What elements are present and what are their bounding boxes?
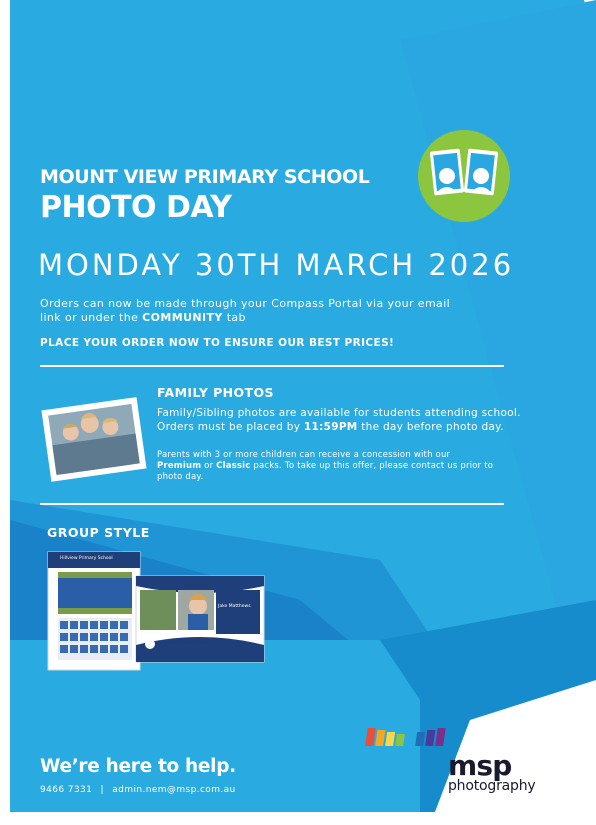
sample-student-name: Jake Matthews — [218, 604, 251, 609]
order-now-callout: PLACE YOUR ORDER NOW TO ENSURE OUR BEST PRICES! — [40, 337, 395, 349]
email-address[interactable]: admin.nem@msp.com.au — [112, 785, 236, 795]
msp-logo-text: msp — [448, 749, 512, 782]
concession-text — [157, 450, 497, 483]
section-divider-bottom — [40, 503, 504, 505]
family-photos-text — [157, 406, 527, 434]
orders-text-part2: tab — [222, 311, 246, 324]
contact-separator: | — [100, 785, 104, 795]
contact-line — [40, 785, 236, 795]
camera-kids-badge-icon — [418, 130, 510, 222]
family-photo — [41, 397, 146, 482]
family-text-part1: Family/Sibling photos are available for students attending school. Orders must be placed by — [157, 407, 521, 433]
premium-pack: Premium — [157, 461, 202, 471]
classic-pack: Classic — [216, 461, 251, 471]
group-sample-left — [48, 552, 140, 670]
school-name: MOUNT VIEW PRIMARY SCHOOL — [40, 166, 370, 188]
section-divider-top — [40, 365, 504, 367]
sample-school-label: Hillview Primary School — [60, 556, 113, 561]
group-style-heading: GROUP STYLE — [47, 525, 150, 540]
concession-part1: Parents with 3 or more children can receive a concession with our — [157, 450, 451, 460]
sample-school-footer: Hillview Primary School — [158, 641, 211, 646]
event-date: MONDAY 30TH MARCH 2026 — [38, 248, 515, 282]
orders-text-part1: Orders can now be made through your Compass Portal via your email link or under the — [40, 297, 451, 324]
community-tab-label: COMMUNITY — [142, 311, 223, 324]
photo-day-title: PHOTO DAY — [40, 190, 232, 225]
orders-info — [40, 297, 470, 325]
family-text-part2: the day before photo day. — [357, 421, 504, 433]
deadline-time: 11:59PM — [303, 421, 358, 433]
help-heading: We’re here to help. — [40, 756, 236, 777]
family-photos-heading: FAMILY PHOTOS — [157, 385, 274, 400]
phone-number[interactable]: 9466 7331 — [40, 785, 93, 795]
msp-logo-subtext: photography — [448, 778, 536, 794]
concession-part2: packs. To take up this offer, please contact us prior to photo day. — [157, 461, 494, 482]
concession-or: or — [201, 461, 217, 471]
group-sample-right — [136, 576, 264, 662]
